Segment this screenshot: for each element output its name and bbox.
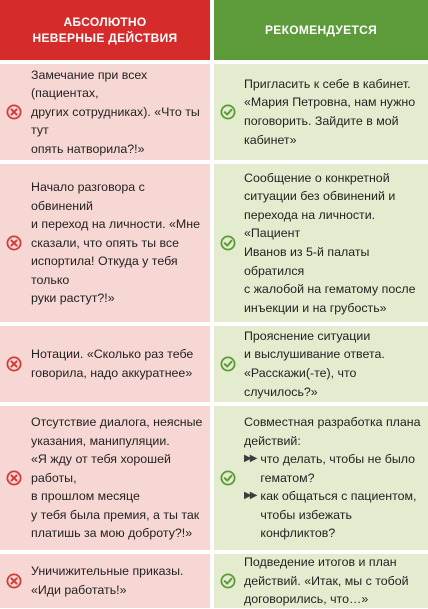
cross-circle-icon [6,356,22,372]
cross-circle-icon [6,235,22,251]
row-4-wrong-cell [0,406,210,550]
check-circle-icon [220,104,236,120]
row-3-wrong-cell [0,326,210,402]
cross-circle-icon [6,470,22,486]
cross-circle-icon [6,104,22,120]
check-circle-icon [220,470,236,486]
row-1-recommended-text: Пригласить к себе в кабинет. «Мария Петровна, нам нужно поговорить. Зайдите в мой кабинет» [244,76,416,147]
row-4-recommended-intro: Совместная разработка плана действий: [244,414,421,448]
bullet-item [244,450,424,487]
row-1-wrong-cell [0,64,210,160]
double-arrow-bullet-icon: ▶▶ [244,490,256,502]
row-5-wrong-text: Уничижительные приказы. «Иди работать!» [31,564,184,597]
row-5-recommended-text: Подведение итогов и план действий. «Итак, мы с тобой договорились, что…» [244,555,409,607]
bullet-text: как общаться с пациентом, чтобы избежать конфликтов? [260,489,417,541]
row-1-wrong-text: Замечание при всех (пациентах, других сотрудниках). «Что ты тут опять натворила?!» [31,67,200,156]
row-4-recommended-cell [214,406,428,550]
check-circle-icon [220,235,236,251]
header-recommended [214,0,428,60]
cross-circle-icon [6,573,22,589]
row-3-recommended-text: Прояснение ситуации и выслушивание ответа. «Расскажи(-те), что случилось?» [244,328,385,399]
row-4-recommended-content [244,413,424,543]
row-2-recommended-text: Сообщение о конкретной ситуации без обвинений и перехода на личности. «Пациент Иванов из 5-й палаты обратился с жалобой на гематому после инъекции и на грубость» [244,170,416,315]
row-2-wrong-cell [0,164,210,322]
row-2-wrong-text: Начало разговора с обвинений и переход на личности. «Мне сказали, что опять ты все испортила! Откуда у тебя только руки растут?!» [31,179,200,306]
header-recommended-title: РЕКОМЕНДУЕТСЯ [264,23,378,37]
header-wrong-actions-title: АБСОЛЮТНО НЕВЕРНЫЕ ДЕЙСТВИЯ [32,15,178,45]
row-1-recommended-cell [214,64,428,160]
row-2-recommended-cell [214,164,428,322]
check-circle-icon [220,573,236,589]
double-arrow-bullet-icon: ▶▶ [244,453,256,465]
row-3-recommended-cell [214,326,428,402]
row-3-wrong-text: Нотации. «Сколько раз тебе говорила, надо аккуратнее» [31,347,194,380]
bullet-item [244,487,424,543]
header-wrong-actions [0,0,210,60]
check-circle-icon [220,356,236,372]
row-4-wrong-text: Отсутствие диалога, неясные указания, манипуляции. «Я жду от тебя хорошей работы, в прошлом месяце у тебя была премия, а ты так платишь за мою доброту?!» [31,414,203,541]
bullet-text: что делать, чтобы не было гематом? [260,452,416,485]
